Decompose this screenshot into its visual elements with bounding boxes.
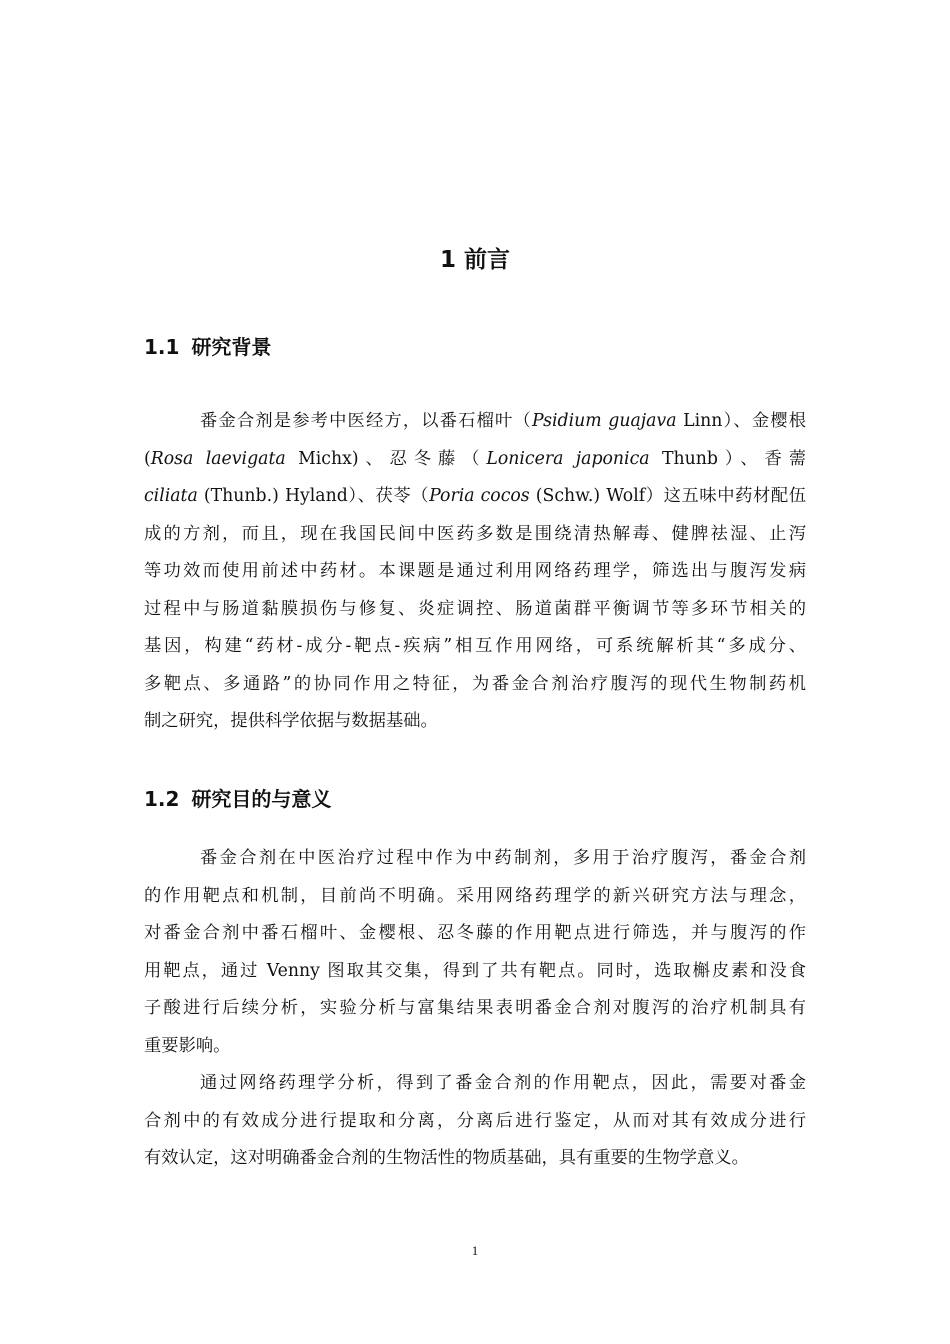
text-run: 重要影响。 — [144, 1035, 231, 1056]
text-run: 过程中与肠道黏膜损伤与修复、炎症调控、肠道菌群平衡调节等多环节相关的 — [144, 598, 806, 619]
text-run: 对番金合剂中番石榴叶、金樱根、忍冬藤的作用靶点进行筛选，并与腹泻的作 — [144, 923, 806, 943]
text-line — [144, 553, 806, 591]
text-line — [144, 666, 806, 704]
text-run: Thunb）、香薷 — [661, 448, 806, 469]
text-run: Michx)、忍冬藤（ — [285, 448, 487, 469]
text-run: ( — [144, 448, 151, 469]
text-run: 合剂中的有效成分进行提取和分离，分离后进行鉴定，从而对其有效成分进行 — [144, 1110, 806, 1131]
text-line — [144, 703, 806, 741]
section-heading-1-1 — [144, 331, 271, 360]
text-run: (Thunb.) Hyland）、茯苓（ — [197, 486, 430, 506]
text-run: 番金合剂是参考中医经方，以番石榴叶（ — [200, 411, 532, 431]
text-line — [144, 840, 806, 878]
text-line — [144, 628, 806, 666]
text-line — [144, 1065, 806, 1103]
text-run: 番金合剂在中医治疗过程中作为中药制剂，多用于治疗腹泻，番金合剂 — [200, 848, 806, 868]
chapter-title: 1 前言 — [439, 247, 510, 273]
text-run: 有效认定，这对明确番金合剂的生物活性的物质基础，具有重要的生物学意义。 — [144, 1148, 749, 1168]
section-title: 研究背景 — [191, 335, 272, 359]
text-run: 多靶点、多通路”的协同作用之特征，为番金合剂治疗腹泻的现代生物制药机 — [144, 673, 806, 694]
text-run: 用靶点，通过 Venny 图取其交集，得到了共有靶点。同时，选取槲皮素和没食 — [144, 960, 806, 981]
page-number: 1 — [471, 1243, 479, 1258]
latin-name: ciliata — [144, 486, 198, 506]
latin-name: Poria cocos — [429, 486, 530, 506]
latin-name: Lonicera japonica — [486, 448, 650, 469]
text-run: (Schw.) Wolf）这五味中药材配伍 — [535, 486, 806, 506]
latin-name: Rosa laevigata — [150, 448, 286, 469]
text-run: 基因，构建“药材-成分-靶点-疾病”相互作用网络，可系统解析其“多成分、 — [144, 636, 806, 656]
text-line — [144, 1103, 806, 1141]
latin-name: Psidium guajava — [531, 411, 677, 431]
text-run: 通过网络药理学分析，得到了番金合剂的作用靶点，因此，需要对番金 — [200, 1073, 806, 1093]
text-line — [144, 990, 806, 1028]
text-run: Linn）、金樱根 — [676, 411, 806, 431]
paragraph-background — [144, 403, 806, 741]
text-line — [144, 441, 806, 479]
section-title: 研究目的与意义 — [191, 787, 332, 811]
text-line — [144, 403, 806, 441]
section-number: 1.2 — [144, 787, 180, 811]
text-line — [144, 591, 806, 629]
section-number: 1.1 — [144, 335, 180, 359]
text-run: 成的方剂，而且，现在我国民间中医药多数是围绕清热解毒、健脾祛湿、止泻 — [144, 523, 806, 544]
text-line — [144, 516, 806, 554]
text-run: 制之研究，提供科学依据与数据基础。 — [144, 711, 438, 731]
text-line — [144, 953, 806, 991]
text-line — [144, 915, 806, 953]
text-run: 等功效而使用前述中药材。本课题是通过利用网络药理学，筛选出与腹泻发病 — [144, 561, 806, 581]
text-run: 的作用靶点和机制，目前尚不明确。采用网络药理学的新兴研究方法与理念， — [144, 885, 806, 906]
text-line — [144, 478, 806, 516]
text-line — [144, 1028, 806, 1066]
text-line — [144, 878, 806, 916]
paragraph-purpose — [144, 840, 806, 1065]
paragraph-significance — [144, 1065, 806, 1178]
text-line — [144, 1140, 806, 1178]
section-heading-1-2 — [144, 783, 331, 812]
text-run: 子酸进行后续分析，实验分析与富集结果表明番金合剂对腹泻的治疗机制具有 — [144, 998, 806, 1018]
